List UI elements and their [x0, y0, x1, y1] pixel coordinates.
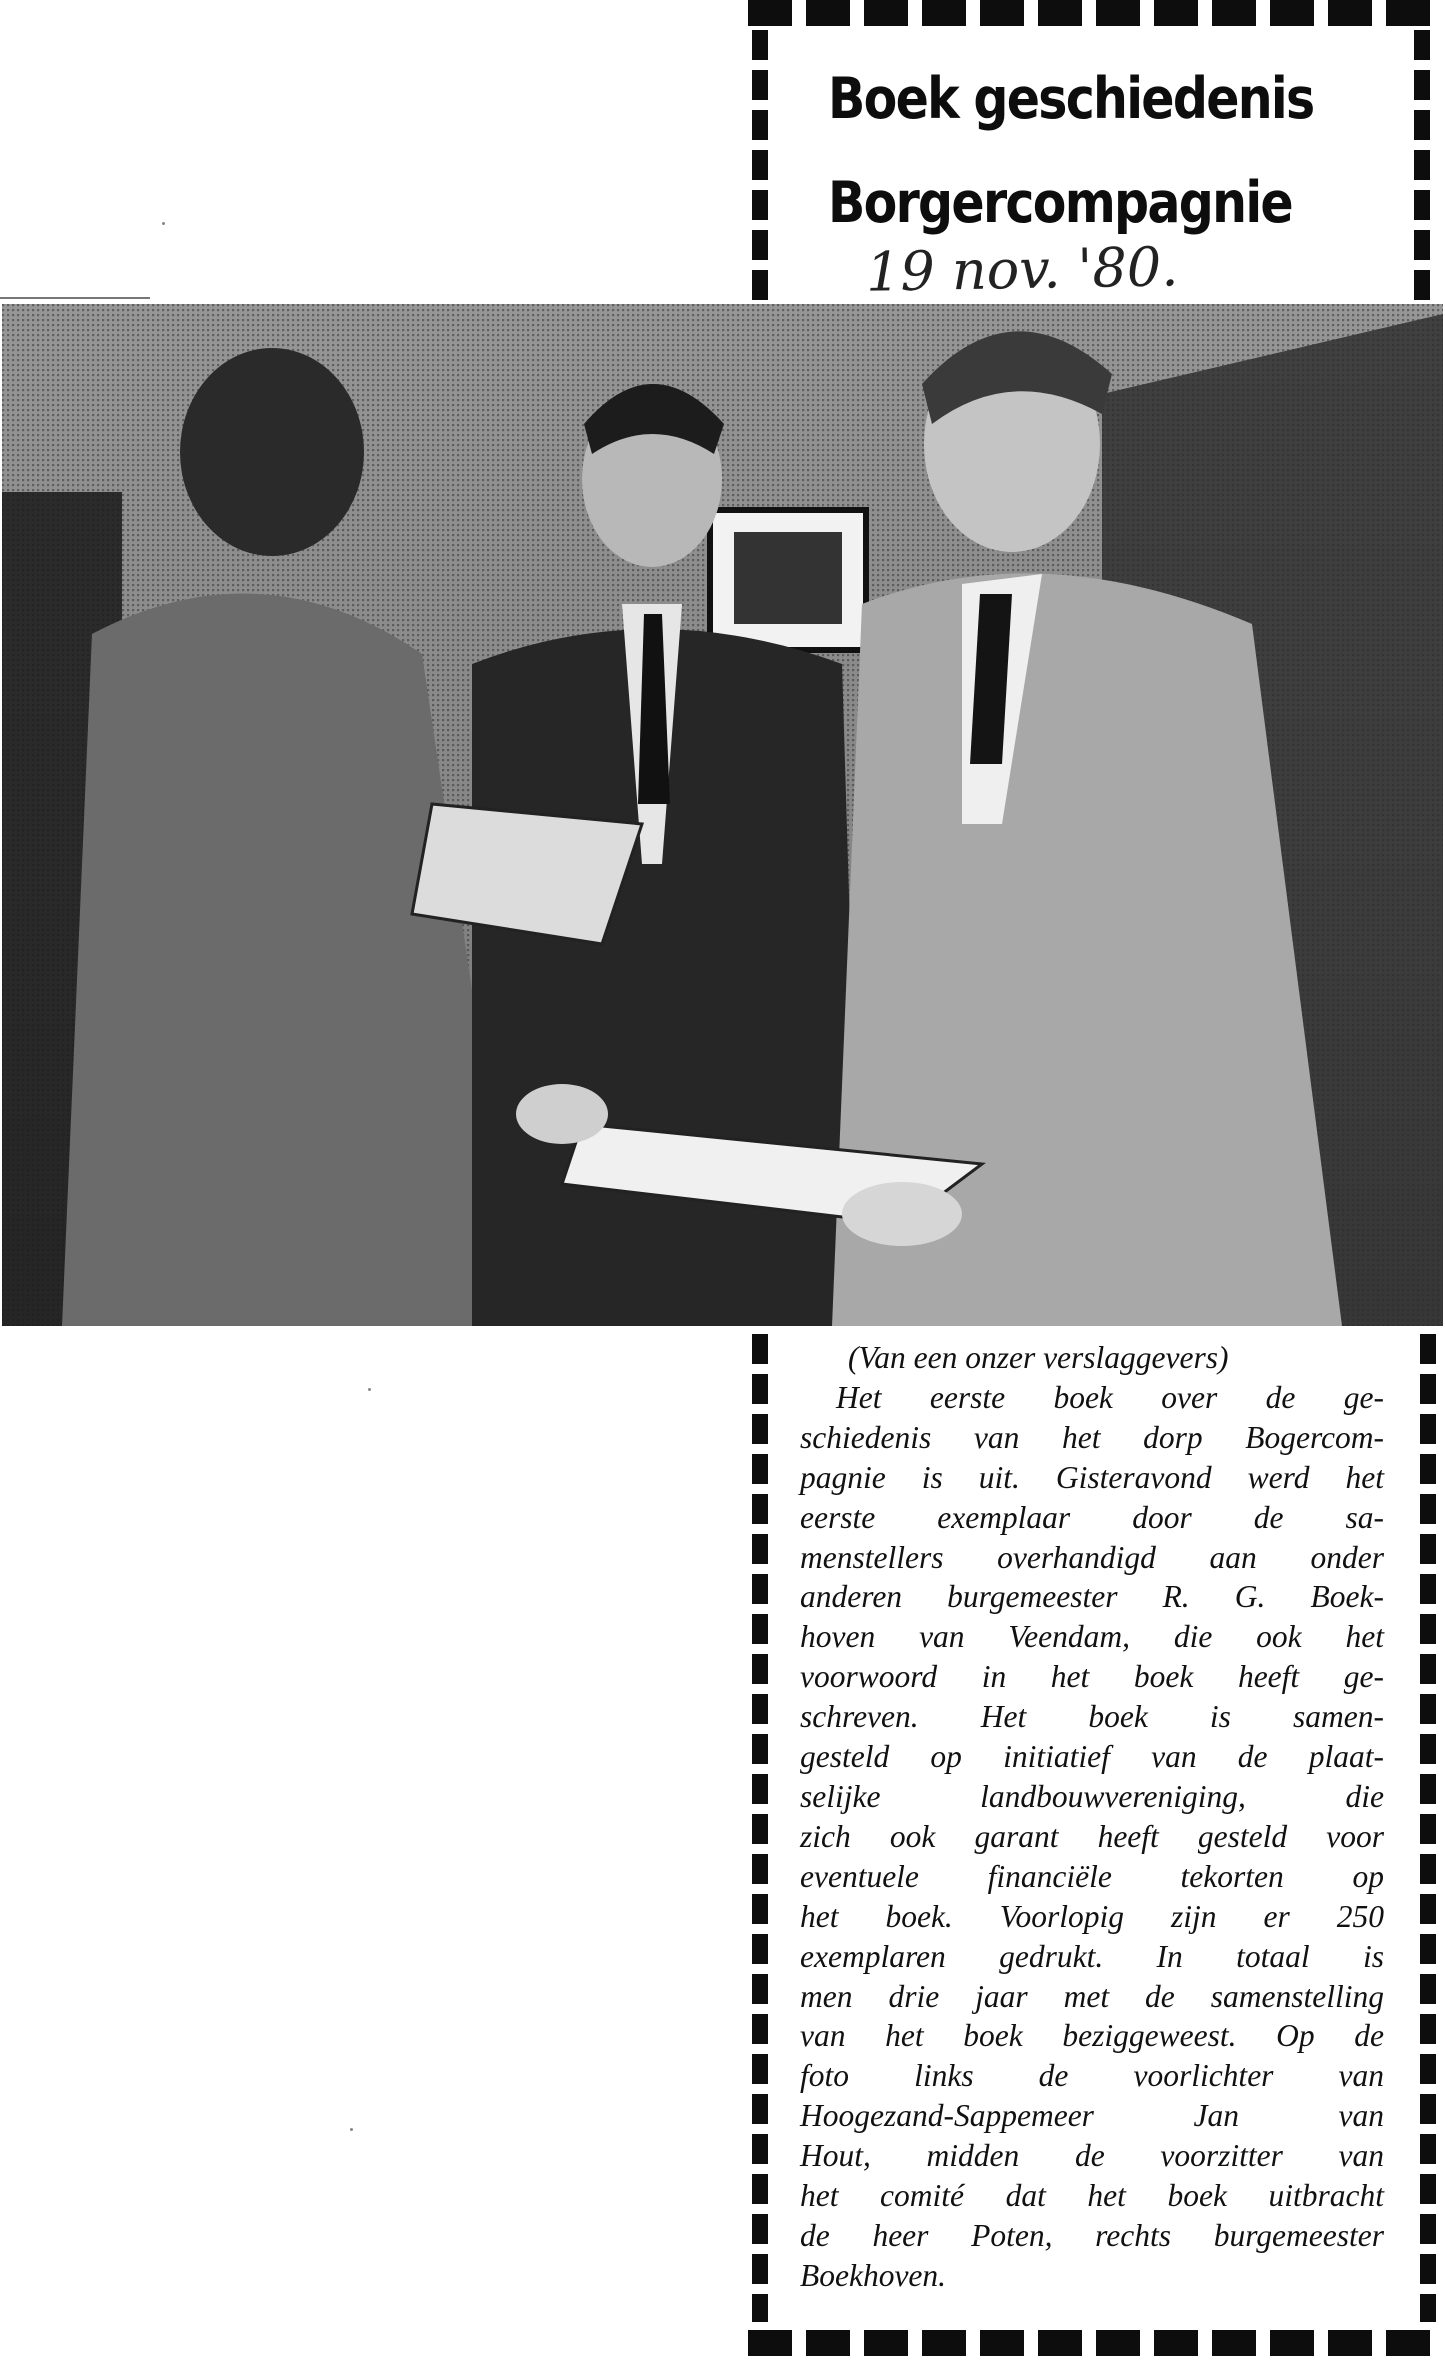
article-line: anderen burgemeester R. G. Boek- — [800, 1579, 1384, 1615]
article-line: de heer Poten, rechts burgemeester — [800, 2217, 1384, 2253]
article-line: eerste exemplaar door de sa- — [800, 1499, 1384, 1535]
news-photo — [2, 304, 1443, 1326]
photo-illustration — [2, 304, 1443, 1326]
headline-line-1: Boek geschiedenis — [828, 66, 1314, 132]
article-line: foto links de voorlichter van — [800, 2058, 1384, 2094]
article-line: eventuele financiële tekorten op — [800, 1858, 1384, 1894]
article-line: Boekhoven. — [800, 2257, 947, 2293]
article-line: Hoogezand-Sappemeer Jan van — [800, 2098, 1384, 2134]
frame-left-border-header — [752, 30, 768, 302]
frame-top-border — [748, 0, 1436, 26]
article-line: zich ook garant heeft gesteld voor — [800, 1818, 1384, 1854]
article-line: Het eerste boek over de ge- — [836, 1379, 1384, 1415]
article-line: hoven van Veendam, die ook het — [800, 1619, 1384, 1655]
frame-right-border-article — [1420, 1334, 1436, 2322]
article-line: van het boek beziggeweest. Op de — [800, 2018, 1384, 2054]
article-body — [800, 1338, 1384, 2296]
article-line: voorwoord in het boek heeft ge- — [800, 1659, 1384, 1695]
article-line: pagnie is uit. Gisteravond werd het — [800, 1459, 1384, 1495]
article-line: men drie jaar met de samenstelling — [800, 1978, 1384, 2014]
article-line: menstellers overhandigd aan onder — [800, 1539, 1384, 1575]
handwritten-date: 19 nov. '80. — [865, 235, 1179, 304]
paper-speck — [350, 2128, 353, 2131]
article-line: gesteld op initiatief van de plaat- — [800, 1739, 1384, 1775]
frame-left-border-article — [752, 1334, 768, 2322]
article-line: Hout, midden de voorzitter van — [800, 2138, 1384, 2174]
article-line: schreven. Het boek is samen- — [800, 1699, 1384, 1735]
paper-speck — [368, 1388, 371, 1391]
frame-bottom-border — [748, 2330, 1436, 2356]
headline-line-2: Borgercompagnie — [828, 170, 1292, 236]
article-line: het comité dat het boek uitbracht — [800, 2178, 1384, 2214]
thin-rule — [0, 297, 150, 299]
paper-speck — [162, 222, 165, 225]
article-byline: (Van een onzer verslaggevers) — [848, 1340, 1229, 1375]
article-line: exemplaren gedrukt. In totaal is — [800, 1938, 1384, 1974]
article-line: schiedenis van het dorp Bogercom- — [800, 1419, 1384, 1455]
frame-right-border-header — [1414, 30, 1430, 302]
article-line: selijke landbouwvereniging, die — [800, 1778, 1384, 1814]
article-line: het boek. Voorlopig zijn er 250 — [800, 1898, 1384, 1934]
